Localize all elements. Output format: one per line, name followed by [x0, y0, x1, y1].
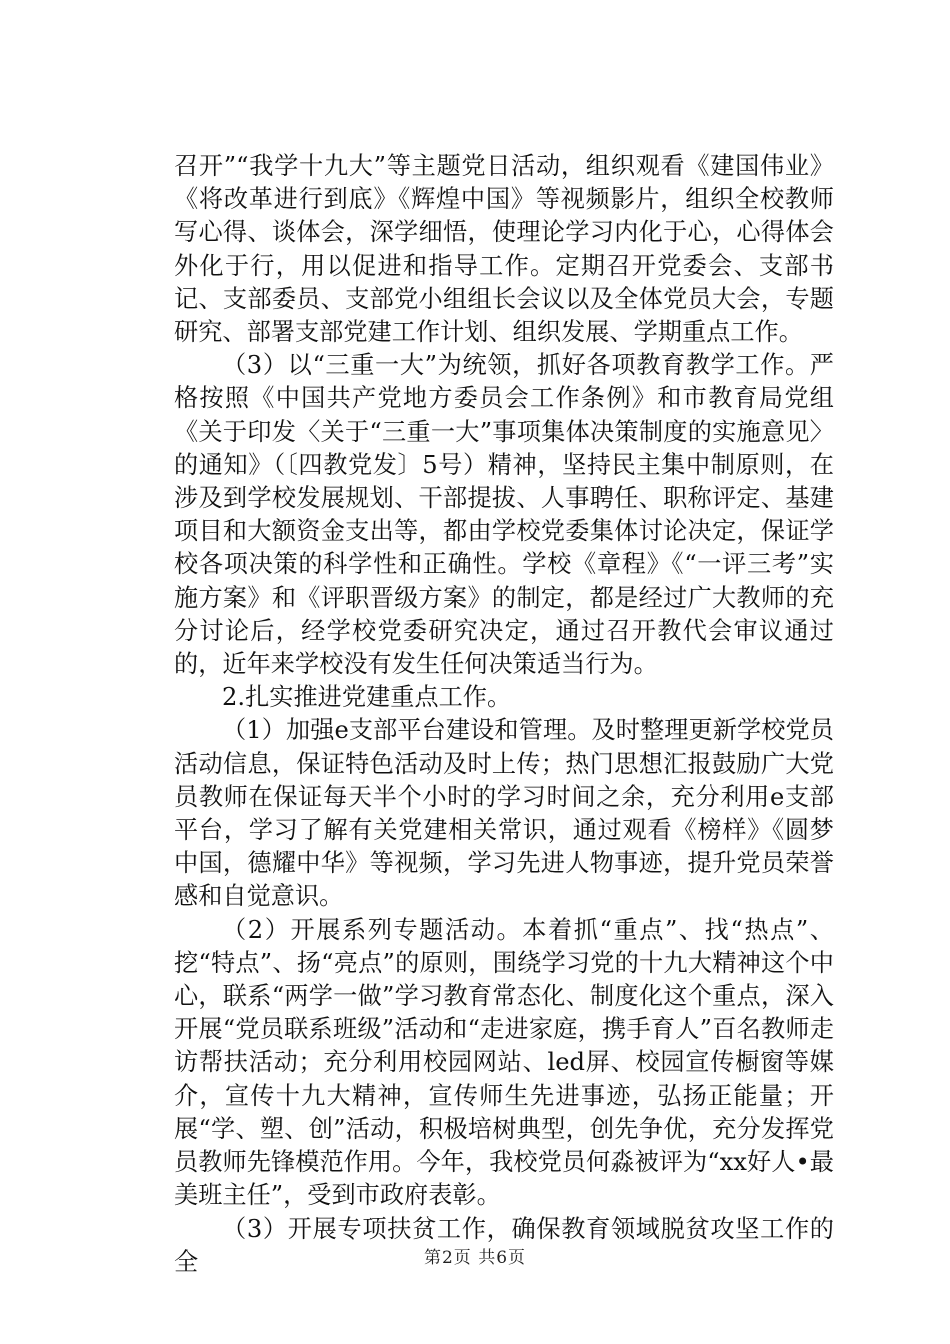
page-number-footer: 第2页 共6页 [423, 1248, 527, 1268]
paragraph-three-important-one-big: （3）以“三重一大”为统领，抓好各项教育教学工作。严格按照《中国共产党地方委员会工作条例》和市教育局党组《关于印发〈关于“三重一大”事项集体决策制度的实施意见〉的通知》（〔四教党发〕5号）精神，坚持民主集中制原则，在涉及到学校发展规划、干部提拔、人事聘任、职称评定、基建项目和大额资金支出等，都由学校党委集体讨论决定，保证学校各项决策的科学性和正确性。学校《章程》《“一评三考”实施方案》和《评职晋级方案》的制定，都是经过广大教师的充分讨论后，经学校党委研究决定，通过召开教代会审议通过的，近年来学校没有发生任何决策适当行为。 [174, 351, 834, 679]
document-body [174, 150, 834, 1279]
paragraph-special-activities: （2）开展系列专题活动。本着抓“重点”、找“热点”、挖“特点”、扬“亮点”的原则，围绕学习党的十九大精神这个中心，联系“两学一做”学习教育常态化、制度化这个重点，深入开展“党员联系班级”活动和“走进家庭，携手育人”百名教师走访帮扶活动；充分利用校园网站、led屏、校园宣传橱窗等媒介，宣传十九大精神，宣传师生先进事迹，弘扬正能量；开展“学、塑、创”活动，积极培树典型，创先争优，充分发挥党员教师先锋模范作用。今年，我校党员何淼被评为“xx好人•最美班主任”，受到市政府表彰。 [174, 915, 834, 1210]
section-heading-party-building: 2.扎实推进党建重点工作。 [222, 683, 512, 712]
paragraph-e-branch-platform: （1）加强e支部平台建设和管理。及时整理更新学校党员活动信息，保证特色活动及时上传；热门思想汇报鼓励广大党员教师在保证每天半个小时的学习时间之余，充分利用e支部平台，学习了解有关党建相关常识，通过观看《榜样》《圆梦中国，德耀中华》等视频，学习先进人物事迹，提升党员荣誉感和自觉意识。 [174, 716, 834, 911]
paragraph-continuation: 召开”“我学十九大”等主题党日活动，组织观看《建国伟业》《将改革进行到底》《辉煌中国》等视频影片，组织全校教师写心得、谈体会，深学细悟，使理论学习内化于心，心得体会外化于行，用以促进和指导工作。定期召开党委会、支部书记、支部委员、支部党小组组长会议以及全体党员大会，专题研究、部署支部党建工作计划、组织发展、学期重点工作。 [174, 152, 834, 347]
paragraph-poverty-alleviation: （3）开展专项扶贫工作，确保教育领域脱贫攻坚工作的全 [174, 1214, 834, 1276]
